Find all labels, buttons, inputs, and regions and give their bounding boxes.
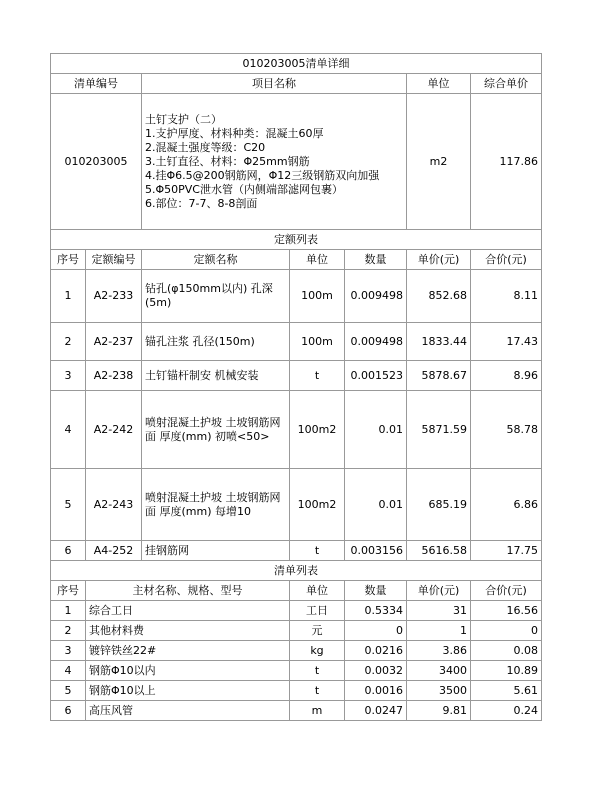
quota-no: 1 bbox=[51, 270, 86, 323]
material-price: 9.81 bbox=[407, 701, 471, 721]
quota-header-price: 单价(元) bbox=[407, 250, 471, 270]
quota-row bbox=[51, 323, 542, 361]
material-table bbox=[50, 580, 542, 721]
quota-name: 钻孔(φ150mm以内) 孔深(5m) bbox=[142, 270, 290, 323]
main-description bbox=[142, 94, 407, 230]
quota-price: 1833.44 bbox=[407, 323, 471, 361]
material-unit: t bbox=[290, 661, 345, 681]
material-name: 其他材料费 bbox=[86, 621, 290, 641]
material-name: 钢筋Φ10以上 bbox=[86, 681, 290, 701]
material-header-price: 单价(元) bbox=[407, 581, 471, 601]
quota-header-qty: 数量 bbox=[345, 250, 407, 270]
main-code: 010203005 bbox=[51, 94, 142, 230]
material-qty: 0.0216 bbox=[345, 641, 407, 661]
quota-row bbox=[51, 391, 542, 469]
material-no: 5 bbox=[51, 681, 86, 701]
quota-code: A2-233 bbox=[86, 270, 142, 323]
material-header-no: 序号 bbox=[51, 581, 86, 601]
quota-total: 17.43 bbox=[471, 323, 542, 361]
quota-total: 8.96 bbox=[471, 361, 542, 391]
material-row bbox=[51, 621, 542, 641]
quota-unit: 100m2 bbox=[290, 391, 345, 469]
material-total: 16.56 bbox=[471, 601, 542, 621]
quota-price: 5616.58 bbox=[407, 541, 471, 561]
quota-row bbox=[51, 361, 542, 391]
material-total: 0 bbox=[471, 621, 542, 641]
desc-line: 3.土钉直径、材料：Φ25mm钢筋 bbox=[145, 154, 310, 168]
header-code: 清单编号 bbox=[51, 74, 142, 94]
material-qty: 0.0032 bbox=[345, 661, 407, 681]
quota-section-title: 定额列表 bbox=[51, 230, 542, 250]
quota-price: 5878.67 bbox=[407, 361, 471, 391]
material-unit: m bbox=[290, 701, 345, 721]
title-row bbox=[51, 54, 542, 74]
quota-unit: t bbox=[290, 361, 345, 391]
quota-price: 5871.59 bbox=[407, 391, 471, 469]
main-row bbox=[51, 94, 542, 230]
material-total: 5.61 bbox=[471, 681, 542, 701]
quota-code: A4-252 bbox=[86, 541, 142, 561]
quota-no: 5 bbox=[51, 469, 86, 541]
quota-qty: 0.003156 bbox=[345, 541, 407, 561]
material-name: 镀锌铁丝22# bbox=[86, 641, 290, 661]
material-section-title-row bbox=[51, 561, 542, 581]
quota-header-total: 合价(元) bbox=[471, 250, 542, 270]
quota-no: 4 bbox=[51, 391, 86, 469]
material-section-title: 清单列表 bbox=[51, 561, 542, 581]
material-price: 1 bbox=[407, 621, 471, 641]
quota-qty: 0.01 bbox=[345, 391, 407, 469]
material-qty: 0.5334 bbox=[345, 601, 407, 621]
desc-line: 5.Φ50PVC泄水管（内侧端部滤网包裹） bbox=[145, 182, 343, 196]
material-unit: 元 bbox=[290, 621, 345, 641]
quota-row bbox=[51, 469, 542, 541]
quota-header-no: 序号 bbox=[51, 250, 86, 270]
quota-name: 喷射混凝土护坡 土坡钢筋网面 厚度(mm) 初喷<50> bbox=[142, 391, 290, 469]
quota-qty: 0.009498 bbox=[345, 323, 407, 361]
desc-line: 2.混凝土强度等级：C20 bbox=[145, 140, 266, 154]
material-header-qty: 数量 bbox=[345, 581, 407, 601]
material-header-row bbox=[51, 581, 542, 601]
quota-header-row bbox=[51, 250, 542, 270]
material-no: 3 bbox=[51, 641, 86, 661]
material-qty: 0.0247 bbox=[345, 701, 407, 721]
material-name: 高压风管 bbox=[86, 701, 290, 721]
quota-qty: 0.01 bbox=[345, 469, 407, 541]
material-total: 10.89 bbox=[471, 661, 542, 681]
material-row bbox=[51, 661, 542, 681]
quota-code: A2-238 bbox=[86, 361, 142, 391]
quota-price: 852.68 bbox=[407, 270, 471, 323]
header-name: 项目名称 bbox=[142, 74, 407, 94]
desc-line: 1.支护厚度、材料种类：混凝土60厚 bbox=[145, 126, 324, 140]
desc-line: 土钉支护（二） bbox=[145, 112, 222, 126]
quota-unit: t bbox=[290, 541, 345, 561]
quota-header-code: 定额编号 bbox=[86, 250, 142, 270]
quota-qty: 0.001523 bbox=[345, 361, 407, 391]
material-row bbox=[51, 601, 542, 621]
material-row bbox=[51, 701, 542, 721]
material-unit: 工日 bbox=[290, 601, 345, 621]
material-price: 31 bbox=[407, 601, 471, 621]
quota-no: 6 bbox=[51, 541, 86, 561]
material-name: 综合工日 bbox=[86, 601, 290, 621]
quota-code: A2-243 bbox=[86, 469, 142, 541]
quota-section-title-row bbox=[51, 230, 542, 250]
material-row bbox=[51, 641, 542, 661]
quota-row bbox=[51, 270, 542, 323]
quota-code: A2-242 bbox=[86, 391, 142, 469]
quota-no: 3 bbox=[51, 361, 86, 391]
material-no: 2 bbox=[51, 621, 86, 641]
material-price: 3400 bbox=[407, 661, 471, 681]
quota-total: 58.78 bbox=[471, 391, 542, 469]
quota-total: 8.11 bbox=[471, 270, 542, 323]
quota-price: 685.19 bbox=[407, 469, 471, 541]
material-unit: kg bbox=[290, 641, 345, 661]
quota-name: 土钉锚杆制安 机械安装 bbox=[142, 361, 290, 391]
material-name: 钢筋Φ10以内 bbox=[86, 661, 290, 681]
material-header-total: 合价(元) bbox=[471, 581, 542, 601]
quota-unit: 100m bbox=[290, 323, 345, 361]
material-no: 1 bbox=[51, 601, 86, 621]
bill-detail-table bbox=[50, 53, 542, 581]
header-price: 综合单价 bbox=[471, 74, 542, 94]
sheet-title: 010203005清单详细 bbox=[51, 54, 542, 74]
material-total: 0.24 bbox=[471, 701, 542, 721]
quota-header-unit: 单位 bbox=[290, 250, 345, 270]
material-price: 3.86 bbox=[407, 641, 471, 661]
main-unit: m2 bbox=[407, 94, 471, 230]
material-total: 0.08 bbox=[471, 641, 542, 661]
main-header-row bbox=[51, 74, 542, 94]
quota-unit: 100m2 bbox=[290, 469, 345, 541]
material-price: 3500 bbox=[407, 681, 471, 701]
quota-name: 喷射混凝土护坡 土坡钢筋网面 厚度(mm) 每增10 bbox=[142, 469, 290, 541]
material-unit: t bbox=[290, 681, 345, 701]
main-price: 117.86 bbox=[471, 94, 542, 230]
quota-name: 锚孔注浆 孔径(150m) bbox=[142, 323, 290, 361]
quota-name: 挂钢筋网 bbox=[142, 541, 290, 561]
quota-code: A2-237 bbox=[86, 323, 142, 361]
quota-header-name: 定额名称 bbox=[142, 250, 290, 270]
material-no: 6 bbox=[51, 701, 86, 721]
desc-line: 4.挂Φ6.5@200钢筋网，Φ12三级钢筋双向加强 bbox=[145, 168, 380, 182]
material-no: 4 bbox=[51, 661, 86, 681]
material-qty: 0.0016 bbox=[345, 681, 407, 701]
quota-qty: 0.009498 bbox=[345, 270, 407, 323]
material-header-name: 主材名称、规格、型号 bbox=[86, 581, 290, 601]
quota-row bbox=[51, 541, 542, 561]
quota-total: 6.86 bbox=[471, 469, 542, 541]
material-header-unit: 单位 bbox=[290, 581, 345, 601]
quota-total: 17.75 bbox=[471, 541, 542, 561]
desc-line: 6.部位：7-7、8-8剖面 bbox=[145, 196, 258, 210]
quota-no: 2 bbox=[51, 323, 86, 361]
quota-unit: 100m bbox=[290, 270, 345, 323]
material-qty: 0 bbox=[345, 621, 407, 641]
material-row bbox=[51, 681, 542, 701]
header-unit: 单位 bbox=[407, 74, 471, 94]
